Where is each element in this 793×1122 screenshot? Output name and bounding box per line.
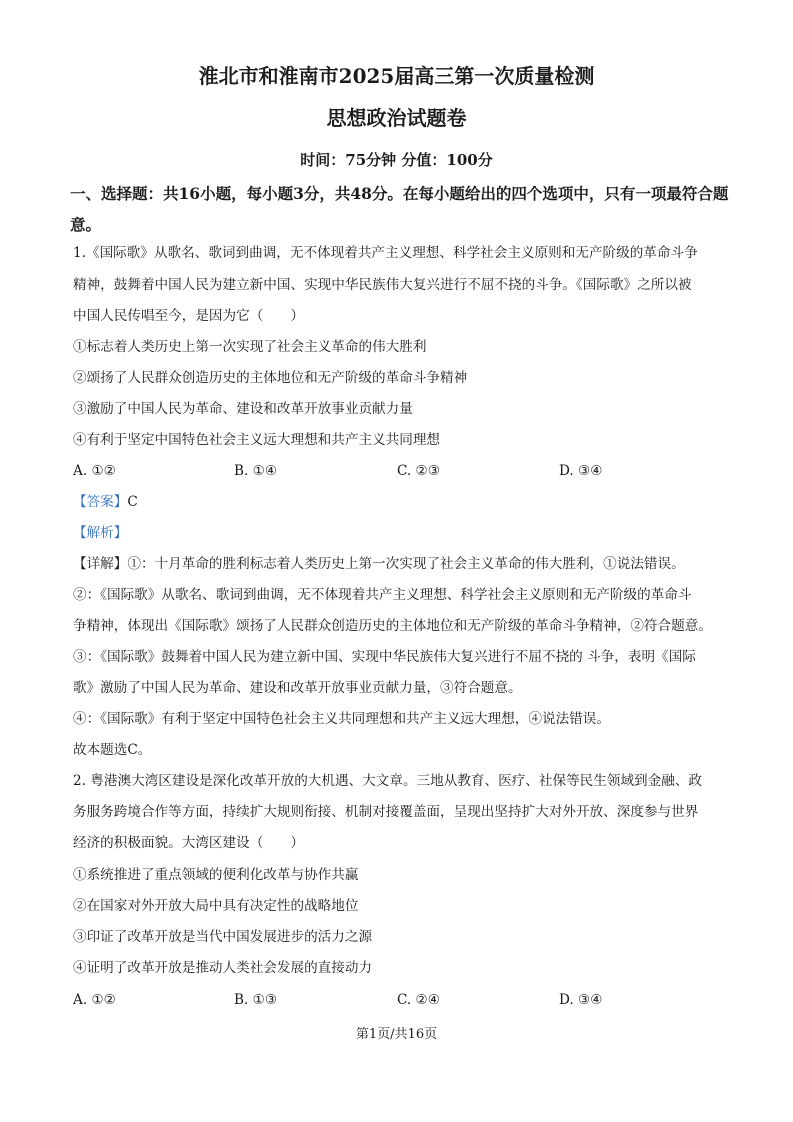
q2-stem-line: 务服务跨境合作等方面，持续扩大规则衔接、机制对接覆盖面，呈现出坚持扩大对外开放、深度参与世界 [73, 804, 699, 820]
q1-detail-line: ④：《国际歌》有利于坚定中国特色社会主义共同理想和共产主义远大理想，④说法错误。 [73, 711, 610, 727]
q1-conclusion: 故本题选C。 [73, 742, 152, 758]
q2-stem-line: 2. 粤港澳大湾区建设是深化改革开放的大机遇、大文章。三地从教育、医疗、社保等民生领域到金融、政 [73, 773, 703, 789]
q1-option-c: C. ②③ [397, 463, 440, 479]
time-score: 时间：75分钟 分值：100分 [300, 151, 493, 169]
q1-detail-line: ②：《国际歌》从歌名、歌词到曲调，无不体现着共产主义理想、科学社会主义原则和无产阶级的革命斗 [73, 587, 692, 603]
page-number: 第1页/共16页 [355, 1027, 438, 1042]
q1-stem-line: 中国人民传唱至今，是因为它（ ） [73, 308, 305, 324]
q1-option-b: B. ①④ [234, 463, 278, 479]
q2-statement: ①系统推进了重点领域的便利化改革与协作共赢 [73, 867, 359, 883]
answer-label: 【答案】 [73, 494, 128, 510]
q1-stem-line: 精神，鼓舞着中国人民为建立新中国、实现中华民族伟大复兴进行不屈不挠的斗争。《国际歌》之所以被 [73, 277, 692, 293]
q2-option-d: D. ③④ [559, 992, 603, 1008]
q1-detail-line [73, 554, 733, 574]
q2-option-a: A. ①② [73, 992, 116, 1008]
q2-option-b: B. ①③ [234, 992, 278, 1008]
q2-option-c: C. ②④ [397, 992, 440, 1008]
answer-value: C [127, 494, 138, 510]
q1-statement: ③激励了中国人民为革命、建设和改革开放事业贡献力量 [73, 401, 413, 417]
detail-text: ①：十月革命的胜利标志着人类历史上第一次实现了社会主义革命的伟大胜利，①说法错误。 [127, 556, 685, 572]
q1-option-d: D. ③④ [559, 463, 603, 479]
q1-option-a: A. ①② [73, 463, 116, 479]
q1-stem-line: 1.《国际歌》从歌名、歌词到曲调，无不体现着共产主义理想、科学社会主义原则和无产阶级的革命斗争 [73, 245, 698, 261]
exam-subtitle: 思想政治试题卷 [326, 106, 467, 130]
detail-label: 【详解】 [73, 556, 128, 572]
q2-statement: ②在国家对外开放大局中具有决定性的战略地位 [73, 898, 359, 914]
q1-statement: ②颂扬了人民群众创造历史的主体地位和无产阶级的革命斗争精神 [73, 370, 468, 386]
q1-statement: ①标志着人类历史上第一次实现了社会主义革命的伟大胜利 [73, 339, 427, 355]
q1-answer [73, 492, 733, 512]
q2-statement: ③印证了改革开放是当代中国发展进步的活力之源 [73, 929, 373, 945]
q1-detail-line: 争精神，体现出《国际歌》颂扬了人民群众创造历史的主体地位和无产阶级的革命斗争精神，②符合题意。 [73, 618, 712, 634]
q1-statement: ④有利于坚定中国特色社会主义远大理想和共产主义共同理想 [73, 432, 441, 448]
q1-detail-line: 歌》激励了中国人民为革命、建设和改革开放事业贡献力量，③符合题意。 [73, 680, 522, 696]
analysis-label: 【解析】 [73, 525, 128, 541]
section-heading: 一、选择题：共16小题，每小题3分，共48分。在每小题给出的四个选项中，只有一项最符合题意。 [70, 184, 729, 234]
q2-statement: ④证明了改革开放是推动人类社会发展的直接动力 [73, 960, 373, 976]
exam-title: 淮北市和淮南市2025届高三第一次质量检测 [198, 64, 595, 88]
q2-stem-line: 经济的积极面貌。大湾区建设（ ） [73, 835, 305, 851]
q1-detail-line: ③：《国际歌》鼓舞着中国人民为建立新中国、实现中华民族伟大复兴进行不屈不挠的 斗争，表明《国际 [73, 649, 696, 665]
